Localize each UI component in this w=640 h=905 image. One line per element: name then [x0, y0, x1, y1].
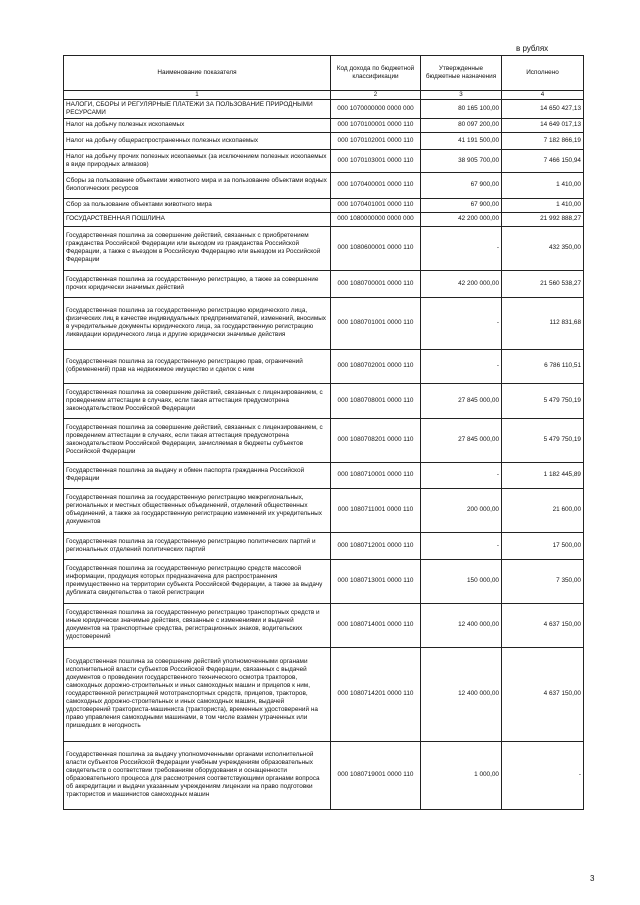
table-row	[64, 647, 584, 741]
row-approved: 27 845 000,00	[421, 418, 502, 462]
row-approved: 200 000,00	[421, 488, 502, 532]
row-code: 000 1080710001 0000 110	[331, 462, 421, 488]
column-number: 3	[421, 91, 502, 100]
row-executed: 432 350,00	[502, 226, 584, 270]
row-name: Государственная пошлина за совершение действий, связанных с лицензированием, с проведением аттестации в случаях, если такая аттестация предусмотрена законодательством Российской Федерации, зачисляемая в бюджеты субъектов Российской Федерации	[64, 418, 331, 462]
column-header-code: Код дохода по бюджетной классификации	[331, 56, 421, 91]
row-name: Налог на добычу полезных ископаемых	[64, 118, 331, 132]
row-approved: 67 900,00	[421, 172, 502, 198]
units-label: в рублях	[516, 44, 549, 53]
column-header-name: Наименование показателя	[64, 56, 331, 91]
row-executed: 4 637 150,00	[502, 603, 584, 647]
row-approved: 80 165 100,00	[421, 99, 502, 118]
row-code: 000 1080719001 0000 110	[331, 741, 421, 809]
row-executed: 21 560 538,27	[502, 270, 584, 297]
page-number: 3	[590, 874, 595, 883]
row-approved: 1 000,00	[421, 741, 502, 809]
row-executed: 5 479 750,19	[502, 418, 584, 462]
row-code: 000 1080711001 0000 110	[331, 488, 421, 532]
column-number-row	[64, 91, 584, 100]
row-approved: 38 905 700,00	[421, 149, 502, 172]
table-row	[64, 226, 584, 270]
row-executed: 5 479 750,19	[502, 383, 584, 418]
row-code: 000 1080000000 0000 000	[331, 212, 421, 226]
row-executed: 4 637 150,00	[502, 647, 584, 741]
table-row	[64, 349, 584, 383]
row-executed: 7 182 866,19	[502, 132, 584, 149]
row-code: 000 1070100001 0000 110	[331, 118, 421, 132]
row-code: 000 1070401001 0000 110	[331, 198, 421, 212]
row-code: 000 1080701001 0000 110	[331, 297, 421, 349]
row-code: 000 1070103001 0000 110	[331, 149, 421, 172]
table-row	[64, 118, 584, 132]
row-name: Сбор за пользование объектами животного мира	[64, 198, 331, 212]
row-code: 000 1080700001 0000 110	[331, 270, 421, 297]
row-name: Государственная пошлина за совершение действий, связанных с лицензированием, с проведением аттестации в случаях, если такая аттестация предусмотрена законодательством Российской Федерации	[64, 383, 331, 418]
column-number: 1	[64, 91, 331, 100]
table-body	[64, 99, 584, 809]
table-row	[64, 462, 584, 488]
row-code: 000 1070400001 0000 110	[331, 172, 421, 198]
row-name: Государственная пошлина за выдачу и обмен паспорта гражданина Российской Федерации	[64, 462, 331, 488]
row-name: Сборы за пользование объектами животного мира и за пользование объектами водных биологических ресурсов	[64, 172, 331, 198]
table-row	[64, 383, 584, 418]
row-code: 000 1070000000 0000 000	[331, 99, 421, 118]
table-row	[64, 532, 584, 559]
row-approved: 12 400 000,00	[421, 603, 502, 647]
row-executed: 1 182 445,89	[502, 462, 584, 488]
row-name: Государственная пошлина за совершение действий уполномоченными органами исполнительной власти субъектов Российской Федерации, связанных с выдачей документов о проведении государственного технического осмотра тракторов, самоходных дорожно-строительных и иных самоходных машин и прицепов к ним, государственной регистрацией мототранспортных средств, прицепов, тракторов, самоходных дорожно-строительных и иных самоходных машин, выдачей удостоверений тракториста-машиниста (тракториста), временных удостоверений на право управления самоходными машинами, в том числе взамен утраченных или пришедших в негодность	[64, 647, 331, 741]
row-approved: -	[421, 532, 502, 559]
row-name: Государственная пошлина за государственную регистрацию транспортных средств и иные юридически значимые действия, связанные с изменениями и выдачей документов на транспортные средства, регистрационных знаков, водительских удостоверений	[64, 603, 331, 647]
row-approved: -	[421, 297, 502, 349]
table-row	[64, 212, 584, 226]
column-number: 2	[331, 91, 421, 100]
row-code: 000 1080712001 0000 110	[331, 532, 421, 559]
table-row	[64, 603, 584, 647]
table-row	[64, 270, 584, 297]
table-row	[64, 99, 584, 118]
table-row	[64, 132, 584, 149]
row-approved: -	[421, 462, 502, 488]
row-executed: 6 786 110,51	[502, 349, 584, 383]
table-row	[64, 488, 584, 532]
row-name: ГОСУДАРСТВЕННАЯ ПОШЛИНА	[64, 212, 331, 226]
table-row	[64, 172, 584, 198]
row-name: Государственная пошлина за совершение действий, связанных с приобретением гражданства Российской Федерации или выходом из гражданства Российской Федерации, а также с въездом в Российскую Федерацию или выездом из Российской Федерации	[64, 226, 331, 270]
table-row	[64, 149, 584, 172]
table-header-row	[64, 56, 584, 91]
row-approved: 67 900,00	[421, 198, 502, 212]
row-executed: 1 410,00	[502, 172, 584, 198]
row-approved: 80 097 200,00	[421, 118, 502, 132]
row-executed: -	[502, 741, 584, 809]
table-row	[64, 741, 584, 809]
column-number: 4	[502, 91, 584, 100]
row-approved: -	[421, 226, 502, 270]
row-approved: 12 400 000,00	[421, 647, 502, 741]
column-header-executed: Исполнено	[502, 56, 584, 91]
table-row	[64, 297, 584, 349]
row-executed: 14 650 427,13	[502, 99, 584, 118]
table-row	[64, 198, 584, 212]
row-name: Налог на добычу прочих полезных ископаемых (за исключением полезных ископаемых в виде природных алмазов)	[64, 149, 331, 172]
row-executed: 112 831,68	[502, 297, 584, 349]
row-approved: 42 200 000,00	[421, 270, 502, 297]
row-name: Государственная пошлина за государственную регистрацию межрегиональных, региональных и местных общественных объединений, отделений общественных объединений, а также за государственную регистрацию изменений их учредительных документов	[64, 488, 331, 532]
row-code: 000 1080714201 0000 110	[331, 647, 421, 741]
row-name: Государственная пошлина за выдачу уполномоченными органами исполнительной власти субъектов Российской Федерации учебным учреждениям образовательных свидетельств о соответствии требованиям оборудования и оснащенности образовательного процесса для рассмотрения соответствующими органами вопроса об аккредитации и выдачи указанным учреждениям лицензии на право подготовки трактористов и машинистов самоходных машин	[64, 741, 331, 809]
column-header-approved: Утвержденные бюджетные назначения	[421, 56, 502, 91]
row-approved: 150 000,00	[421, 559, 502, 603]
row-name: Налог на добычу общераспространенных полезных ископаемых	[64, 132, 331, 149]
row-executed: 21 600,00	[502, 488, 584, 532]
row-executed: 17 500,00	[502, 532, 584, 559]
row-name: Государственная пошлина за государственную регистрацию прав, ограничений (обременений) прав на недвижимое имущество и сделок с ним	[64, 349, 331, 383]
row-code: 000 1070102001 0000 110	[331, 132, 421, 149]
row-executed: 1 410,00	[502, 198, 584, 212]
table-row	[64, 418, 584, 462]
row-approved: 41 191 500,00	[421, 132, 502, 149]
row-executed: 7 466 150,94	[502, 149, 584, 172]
row-name: НАЛОГИ, СБОРЫ И РЕГУЛЯРНЫЕ ПЛАТЕЖИ ЗА ПОЛЬЗОВАНИЕ ПРИРОДНЫМИ РЕСУРСАМИ	[64, 99, 331, 118]
table-row	[64, 559, 584, 603]
row-executed: 7 350,00	[502, 559, 584, 603]
row-approved: 27 845 000,00	[421, 383, 502, 418]
row-name: Государственная пошлина за государственную регистрацию юридического лица, физических лиц в качестве индивидуальных предпринимателей, изменений, вносимых в учредительные документы юридического лица, за государственную регистрацию ликвидации юридического лица и другие юридически значимые действия	[64, 297, 331, 349]
row-code: 000 1080708201 0000 110	[331, 418, 421, 462]
row-code: 000 1080714001 0000 110	[331, 603, 421, 647]
row-approved: 42 200 000,00	[421, 212, 502, 226]
row-name: Государственная пошлина за государственную регистрацию средств массовой информации, продукция которых предназначена для распространения преимущественно на территории субъекта Российской Федерации, а также за выдачу дубликата свидетельства о такой регистрации	[64, 559, 331, 603]
budget-execution-table	[63, 55, 584, 810]
row-code: 000 1080702001 0000 110	[331, 349, 421, 383]
row-code: 000 1080708001 0000 110	[331, 383, 421, 418]
row-name: Государственная пошлина за государственную регистрацию, а также за совершение прочих юридически значимых действий	[64, 270, 331, 297]
row-executed: 14 649 017,13	[502, 118, 584, 132]
row-name: Государственная пошлина за государственную регистрацию политических партий и региональных отделений политических партий	[64, 532, 331, 559]
row-executed: 21 992 888,27	[502, 212, 584, 226]
row-code: 000 1080600001 0000 110	[331, 226, 421, 270]
row-code: 000 1080713001 0000 110	[331, 559, 421, 603]
row-approved: -	[421, 349, 502, 383]
